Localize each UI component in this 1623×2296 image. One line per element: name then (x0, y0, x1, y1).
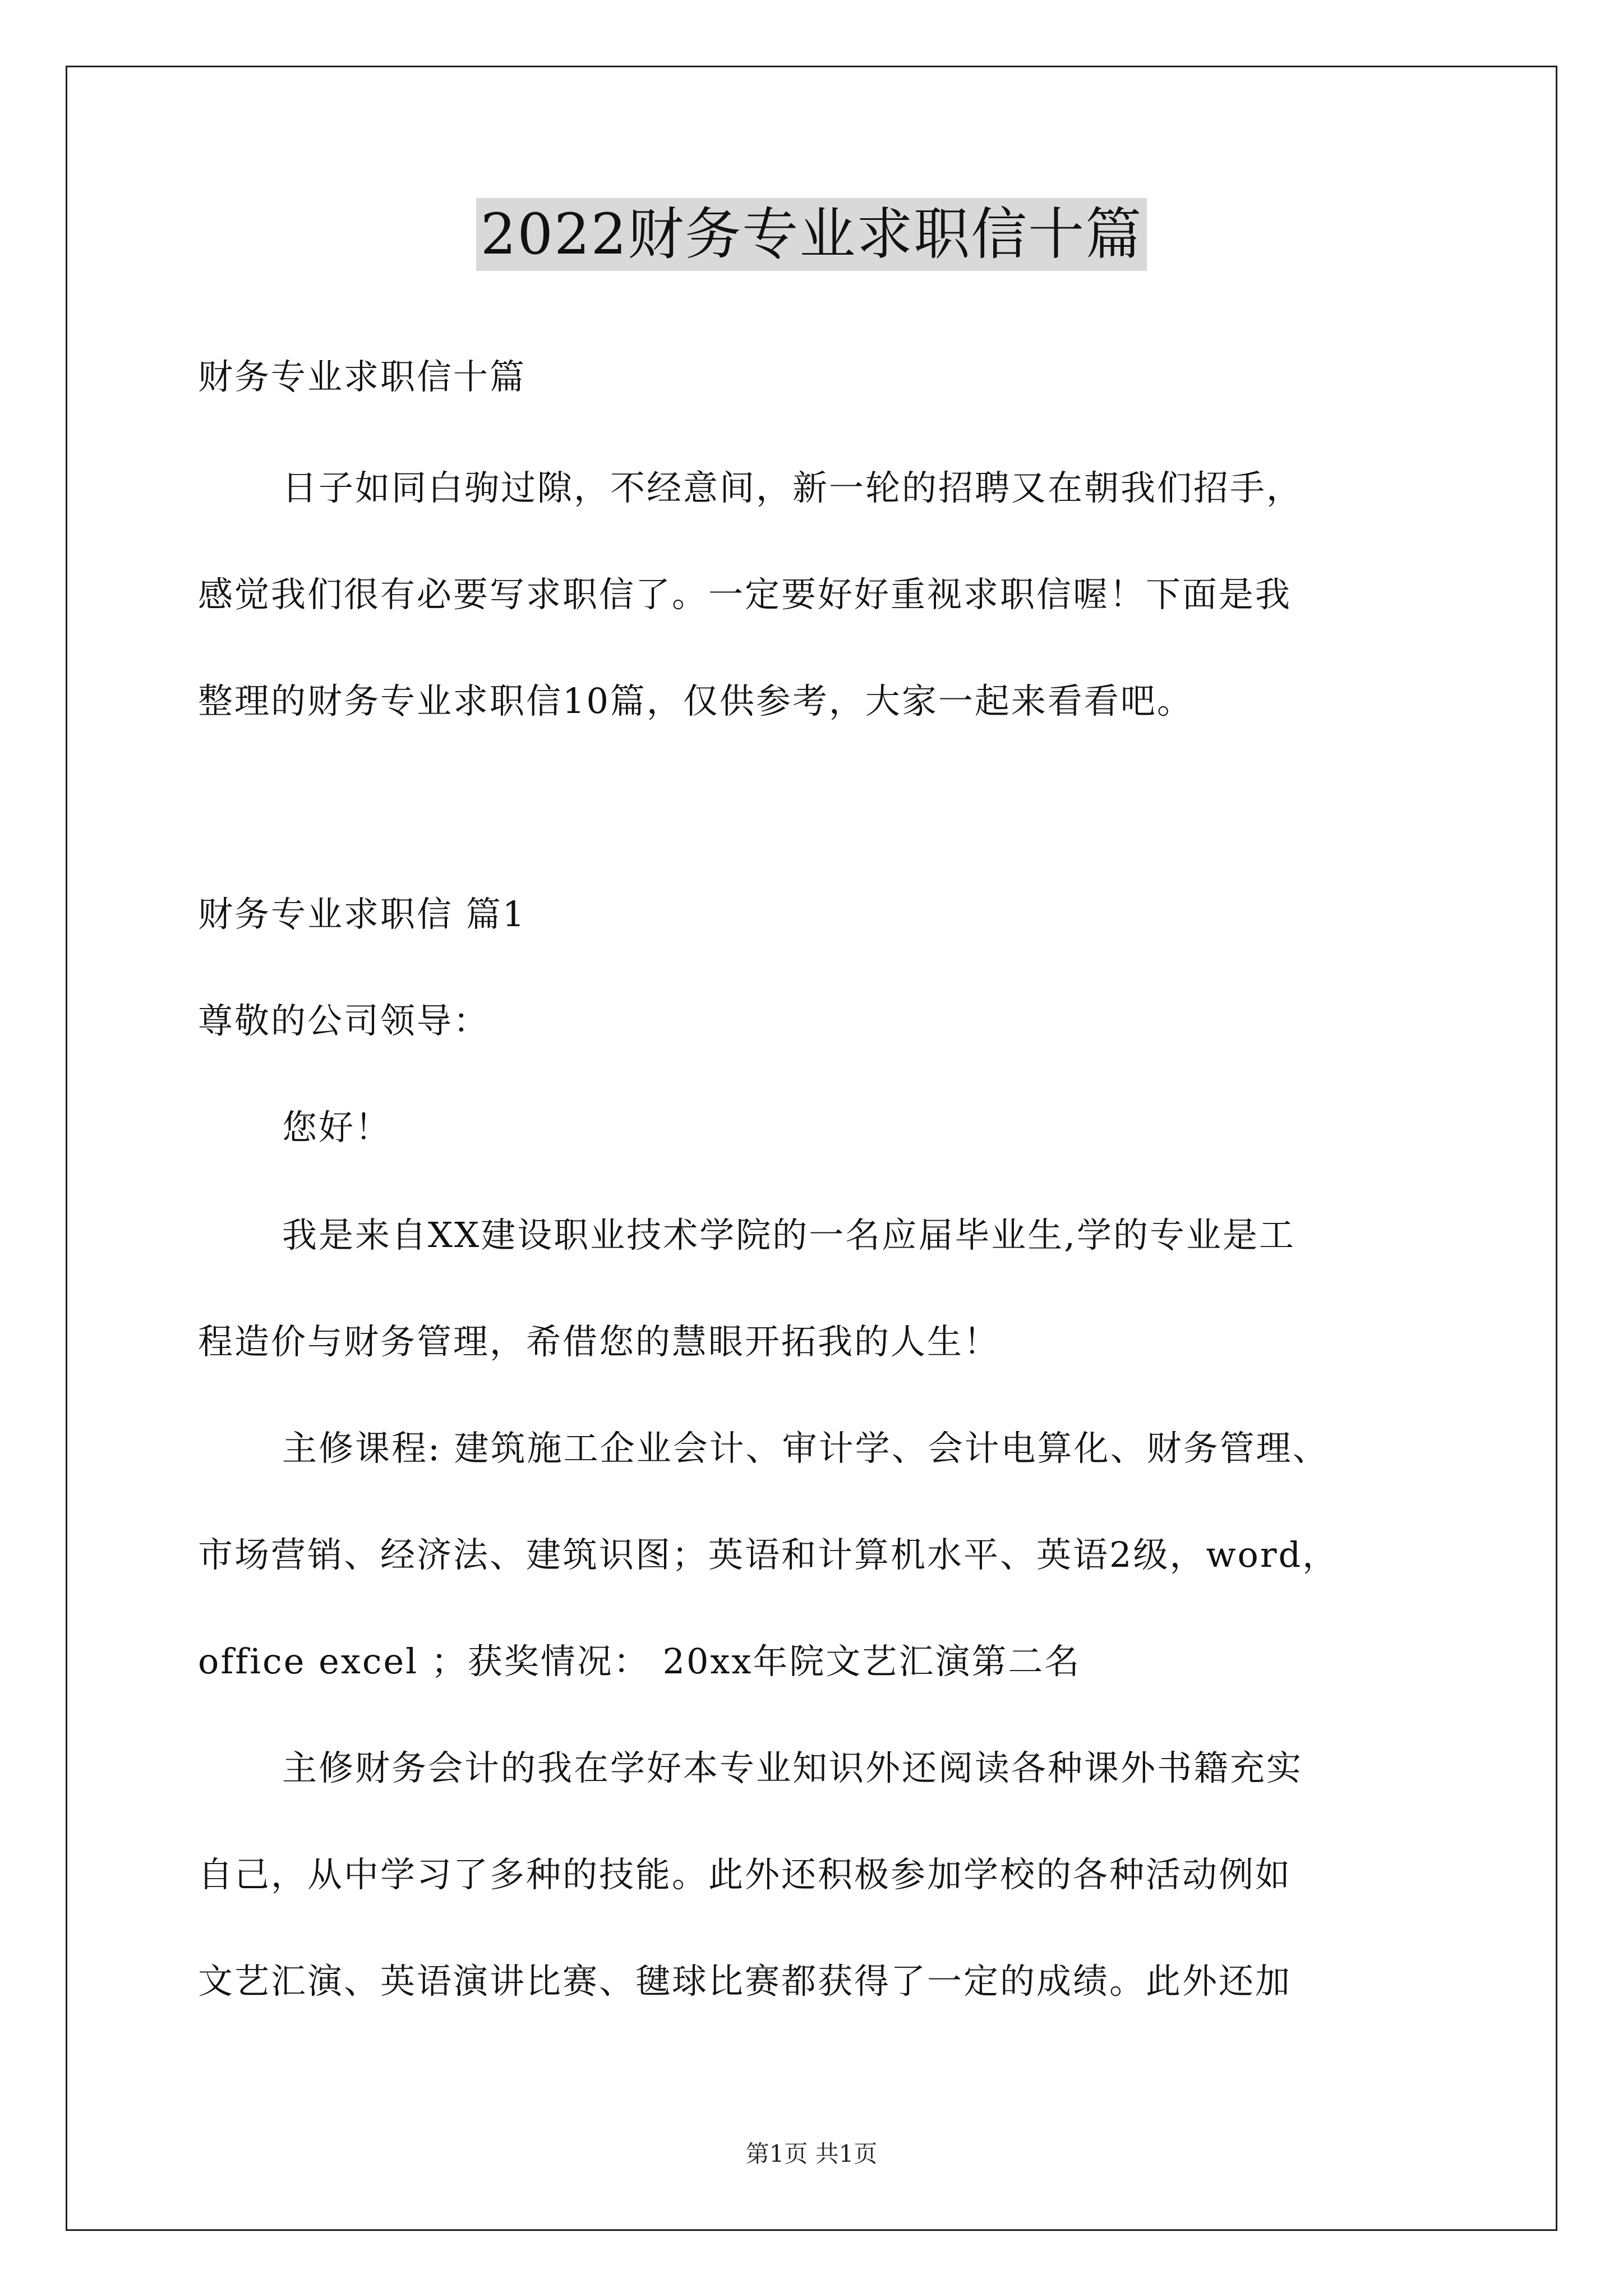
paragraph-line-2: 自己，从中学习了多种的技能。此外还积极参加学校的各种活动例如 (198, 1854, 1292, 1895)
document-title: 2022财务专业求职信十篇 (476, 198, 1147, 271)
body-line-1: 我是来自XX建设职业技术学院的一名应届毕业生,学的专业是工 (282, 1214, 1295, 1255)
page-footer: 第1页 共1页 (745, 2140, 878, 2168)
title-container (0, 198, 1623, 271)
courses-line-1: 主修课程: 建筑施工企业会计、审计学、会计电算化、财务管理、 (282, 1428, 1329, 1469)
intro-line-3: 整理的财务专业求职信10篇，仅供参考，大家一起来看看吧。 (198, 680, 1193, 721)
intro-line-2: 感觉我们很有必要写求职信了。一定要好好重视求职信喔！下面是我 (198, 574, 1292, 615)
intro-line-1: 日子如同白驹过隙，不经意间，新一轮的招聘又在朝我们招手， (282, 467, 1303, 508)
courses-line-2: 市场营销、经济法、建筑识图；英语和计算机水平、英语2级，word， (198, 1534, 1339, 1575)
paragraph-line-1: 主修财务会计的我在学好本专业知识外还阅读各种课外书籍充实 (282, 1747, 1303, 1788)
body-line-2: 程造价与财务管理，希借您的慧眼开拓我的人生！ (198, 1321, 1000, 1362)
section-heading: 财务专业求职信 篇1 (198, 894, 527, 935)
paragraph-line-3: 文艺汇演、英语演讲比赛、毽球比赛都获得了一定的成绩。此外还加 (198, 1961, 1292, 2001)
courses-line-3: office excel ；获奖情况： 20xx年院文艺汇演第二名 (198, 1641, 1081, 1682)
subtitle-line: 财务专业求职信十篇 (198, 356, 527, 397)
greeting: 您好！ (282, 1107, 392, 1148)
salutation: 尊敬的公司领导： (198, 1000, 490, 1041)
